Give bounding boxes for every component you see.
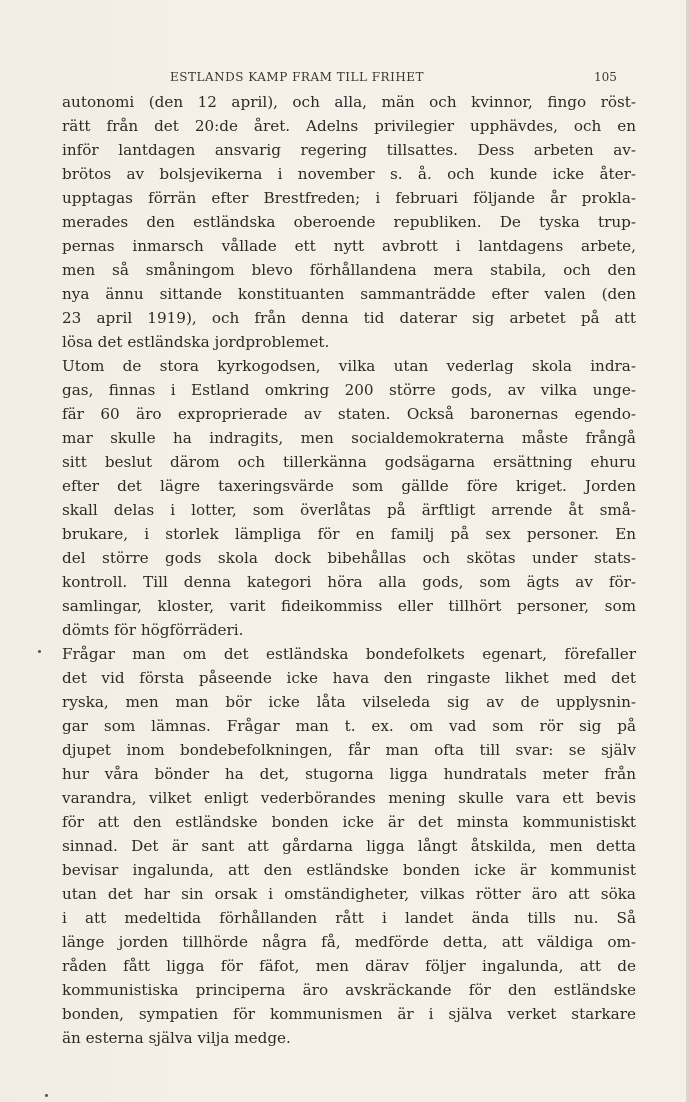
text-line: samlingar, kloster, varit fideikommiss eller tillhört personer, som <box>62 597 636 615</box>
text-line: gar som lämnas. Frågar man t. ex. om vad som rör sig på <box>62 717 636 735</box>
text-line: djupet inom bondebefolkningen, får man ofta till svar: se själv <box>62 741 636 759</box>
text-line: gas, finnas i Estland omkring 200 större gods, av vilka unge- <box>62 381 636 399</box>
text-line: 23 april 1919), och från denna tid daterar sig arbetet på att <box>62 309 636 327</box>
text-line: för att den estländske bonden icke är det minsta kommunistiskt <box>62 813 636 831</box>
text-line: del större gods skola dock bibehållas och skötas under stats- <box>62 549 636 567</box>
text-line: rätt från det 20:de året. Adelns privilegier upphävdes, och en <box>62 117 636 135</box>
running-head <box>0 70 689 90</box>
text-line: sitt beslut därom och tillerkänna godsägarna ersättning ehuru <box>62 453 636 471</box>
margin-speck <box>38 650 41 653</box>
text-line: autonomi (den 12 april), och alla, män och kvinnor, fingo röst- <box>62 93 636 111</box>
text-line: upptagas förrän efter Brestfreden; i februari följande år prokla- <box>62 189 636 207</box>
text-line: i att medeltida förhållanden rått i landet ända tills nu. Så <box>62 909 636 927</box>
text-line: råden fått ligga för fäfot, men därav följer ingalunda, att de <box>62 957 636 975</box>
text-line: merades den estländska oberoende republiken. De tyska trup- <box>62 213 636 231</box>
text-line: nya ännu sittande konstituanten sammanträdde efter valen (den <box>62 285 636 303</box>
text-line: sinnad. Det är sant att gårdarna ligga långt åtskilda, men detta <box>62 837 636 855</box>
text-line: brukare, i storlek lämpliga för en familj på sex personer. En <box>62 525 636 543</box>
text-line: efter det lägre taxeringsvärde som gällde före kriget. Jorden <box>62 477 636 495</box>
page-number: 105 <box>594 70 617 84</box>
margin-speck <box>45 1094 48 1097</box>
text-line: ryska, men man bör icke låta vilseleda sig av de upplysnin- <box>62 693 636 711</box>
text-line: varandra, vilket enligt vederbörandes mening skulle vara ett bevis <box>62 789 636 807</box>
text-line: skall delas i lotter, som överlåtas på ärftligt arrende åt små- <box>62 501 636 519</box>
text-line: Utom de stora kyrkogodsen, vilka utan vederlag skola indra- <box>62 357 636 375</box>
text-line: kommunistiska principerna äro avskräckande för den estländske <box>62 981 636 999</box>
text-line: hur våra bönder ha det, stugorna ligga hundratals meter från <box>62 765 636 783</box>
running-head-title: ESTLANDS KAMP FRAM TILL FRIHET <box>170 70 425 84</box>
text-line: kontroll. Till denna kategori höra alla gods, som ägts av för- <box>62 573 636 591</box>
text-line: bevisar ingalunda, att den estländske bonden icke är kommunist <box>62 861 636 879</box>
text-line: inför lantdagen ansvarig regering tillsattes. Dess arbeten av- <box>62 141 636 159</box>
text-line: men så småningom blevo förhållandena mera stabila, och den <box>62 261 636 279</box>
text-line: pernas inmarsch vållade ett nytt avbrott i lantdagens arbete, <box>62 237 636 255</box>
text-line: utan det har sin orsak i omständigheter, vilkas rötter äro att söka <box>62 885 636 903</box>
text-line: länge jorden tillhörde några få, medförde detta, att väldiga om- <box>62 933 636 951</box>
text-line: Frågar man om det estländska bondefolkets egenart, förefaller <box>62 645 636 663</box>
text-line: än esterna själva vilja medge. <box>62 1029 291 1047</box>
text-line: lösa det estländska jordproblemet. <box>62 333 330 351</box>
text-line: fär 60 äro exproprierade av staten. Också baronernas egendo- <box>62 405 636 423</box>
text-line: bonden, sympatien för kommunismen är i själva verket starkare <box>62 1005 636 1023</box>
text-line: dömts för högförräderi. <box>62 621 244 639</box>
text-line: mar skulle ha indragits, men socialdemokraterna måste frångå <box>62 429 636 447</box>
text-line: det vid första påseende icke hava den ringaste likhet med det <box>62 669 636 687</box>
text-line: brötos av bolsjevikerna i november s. å. och kunde icke åter- <box>62 165 636 183</box>
